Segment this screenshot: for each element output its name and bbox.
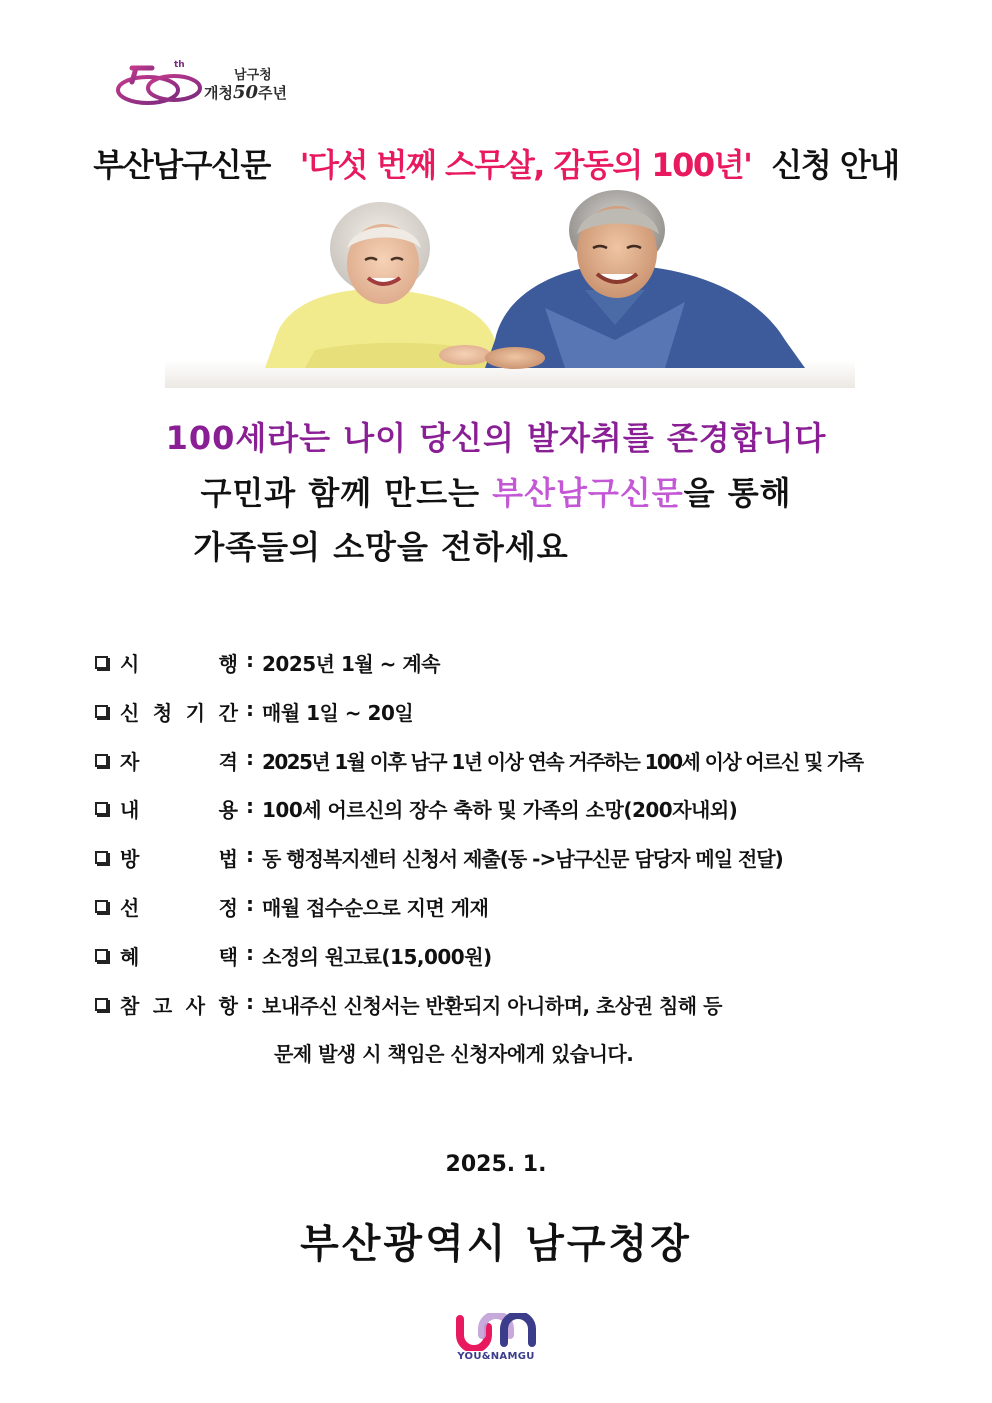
info-row-eligibility: 자 격 : 2025년 1월 이후 남구 1년 이상 연속 거주하는 100세 이상 어르신 및 가족: [95, 746, 955, 795]
anniversary-50th-logo: [112, 60, 322, 110]
title-newspaper: 부산남구신문: [93, 146, 270, 184]
info-row-selection: 선 정 : 매월 접수순으로 지면 게재: [95, 892, 955, 941]
info-value: 2025년 1월 ~ 계속: [262, 652, 441, 676]
footer-logo-caption: YOU&NAMGU: [457, 1351, 535, 1362]
info-label: 선 정: [120, 895, 238, 920]
logo-line2: 개청50주년: [204, 82, 288, 103]
info-value: 문제 발생 시 책임은 신청자에게 있습니다.: [274, 1042, 634, 1067]
info-row-period: 시 행 : 2025년 1월 ~ 계속: [95, 648, 955, 697]
title-campaign: '다섯 번째 스무살, 감동의 100년': [299, 146, 752, 184]
checkbox-bullet-icon: [95, 998, 108, 1011]
checkbox-bullet-icon: [95, 705, 108, 718]
info-value: 2025년 1월 이후 남구 1년 이상 연속 거주하는 100세 이상 어르신 및 가족: [262, 749, 863, 774]
info-label: 방 법: [120, 847, 238, 872]
slogan-line3: 가족들의 소망을 전하세요: [193, 528, 569, 566]
info-row-application-period: 신 청 기 간 : 매월 1일 ~ 20일: [95, 697, 955, 746]
checkbox-bullet-icon: [95, 754, 108, 767]
info-row-benefit: 혜 택 : 소정의 원고료(15,000원): [95, 941, 955, 990]
info-value: 100세 어르신의 장수 축하 및 가족의 소망(200자내외): [262, 798, 738, 823]
info-row-content: 내 용 : 100세 어르신의 장수 축하 및 가족의 소망(200자내외): [95, 794, 955, 843]
title-suffix: 신청 안내: [771, 146, 899, 184]
checkbox-bullet-icon: [95, 656, 108, 669]
info-value: 매월 접수순으로 지면 게재: [262, 895, 489, 920]
info-value: 소정의 원고료(15,000원): [262, 944, 492, 969]
info-row-method: 방 법 : 동 행정복지센터 신청서 제출(동 ->남구신문 담당자 메일 전달): [95, 843, 955, 892]
document-date: 2025. 1.: [445, 1152, 547, 1177]
you-and-namgu-mark-icon: [446, 1313, 546, 1351]
th-superscript: th: [174, 60, 185, 70]
slogan-highlight: 부산남구신문: [492, 474, 684, 512]
info-label: 신 청 기 간: [120, 700, 238, 725]
checkbox-bullet-icon: [95, 900, 108, 913]
checkbox-bullet-icon: [95, 802, 108, 815]
slogan-line2: 구민과 함께 만드는 부산남구신문을 통해: [200, 474, 792, 512]
info-row-notes-continuation: [95, 1038, 955, 1087]
checkbox-bullet-icon: [95, 949, 108, 962]
info-value: 보내주신 신청서는 반환되지 아니하며, 초상권 침해 등: [262, 993, 722, 1018]
info-label: 시 행: [120, 652, 238, 676]
logo-line1: 남구청: [234, 68, 272, 83]
info-label: 혜 택: [120, 944, 238, 969]
you-and-namgu-logo: [446, 1313, 546, 1369]
info-value: 동 행정복지센터 신청서 제출(동 ->남구신문 담당자 메일 전달): [262, 847, 783, 872]
slogan-line1: 100세라는 나이 당신의 발자취를 존경합니다: [165, 419, 827, 457]
info-list: [95, 648, 955, 1087]
issuer-signature: 부산광역시 남구청장: [300, 1221, 692, 1267]
info-label: 내 용: [120, 798, 238, 823]
info-label: 참 고 사 항: [120, 993, 238, 1018]
info-row-notes: 참 고 사 항 : 보내주신 신청서는 반환되지 아니하며, 초상권 침해 등: [95, 990, 955, 1039]
info-value: 매월 1일 ~ 20일: [262, 700, 414, 725]
anniversary-50-mark-icon: [112, 60, 208, 108]
checkbox-bullet-icon: [95, 851, 108, 864]
page-title: [0, 140, 992, 186]
elderly-couple-photo: [165, 190, 855, 390]
info-label: 자 격: [120, 749, 238, 774]
